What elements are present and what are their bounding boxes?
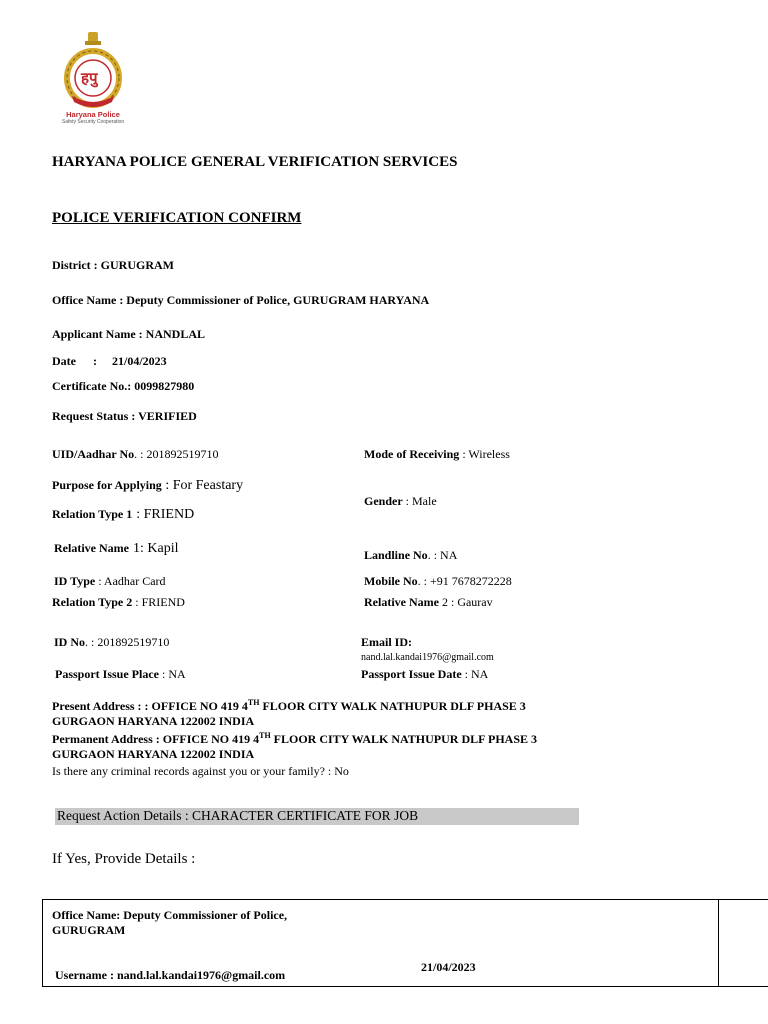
relative1-value: 1: Kapil xyxy=(132,541,179,556)
mode-value: : Wireless xyxy=(462,447,510,461)
landline-value: . : NA xyxy=(427,548,458,562)
office-value: : Deputy Commissioner of Police, GURUGRAM HARYANA xyxy=(119,293,430,307)
status-value: : VERIFIED xyxy=(131,409,197,423)
footer-office-line2: GURUGRAM xyxy=(52,923,126,937)
relation2-label: Relation Type 2 xyxy=(52,595,133,609)
haryana-police-logo xyxy=(50,30,136,132)
district-row xyxy=(52,258,174,273)
relative1-label: Relative Name xyxy=(54,541,129,555)
relative2-row xyxy=(364,595,493,610)
landline-row xyxy=(364,548,457,563)
permanent-address-rest: FLOOR CITY WALK NATHUPUR DLF PHASE 3 xyxy=(270,732,538,746)
passport-place-value: : NA xyxy=(162,667,186,681)
relation1-label: Relation Type 1 xyxy=(52,507,133,521)
mode-row xyxy=(364,447,510,462)
gender-label: Gender xyxy=(364,494,403,508)
purpose-row xyxy=(52,476,243,494)
mobile-value: . : +91 7678272228 xyxy=(417,574,512,588)
idtype-value: : Aadhar Card xyxy=(98,574,166,588)
district-value: : GURUGRAM xyxy=(93,258,174,272)
passport-date-value: : NA xyxy=(464,667,489,681)
status-row xyxy=(52,409,197,424)
idtype-row xyxy=(54,574,166,589)
date-row xyxy=(52,354,167,369)
footer-divider xyxy=(718,899,719,986)
permanent-address xyxy=(52,731,537,747)
if-yes-details: If Yes, Provide Details : xyxy=(52,851,196,867)
permanent-address-text: Permanent Address : OFFICE NO 419 4 xyxy=(52,732,260,746)
uid-row xyxy=(52,447,218,462)
relation1-row xyxy=(52,505,194,523)
criminal-record-question: Is there any criminal records against you or your family? : No xyxy=(52,764,349,778)
footer-office-line1: Office Name: Deputy Commissioner of Police, xyxy=(52,908,288,922)
relative2-label: Relative Name xyxy=(364,595,439,609)
landline-label: Landline No xyxy=(364,548,428,562)
purpose-value: : For Feastary xyxy=(161,478,244,493)
email-label: Email ID: xyxy=(361,635,412,649)
passport-date-row xyxy=(361,667,488,682)
request-action-text: Request Action Details : CHARACTER CERTIFICATE FOR JOB xyxy=(57,808,419,823)
relative1-row xyxy=(54,539,178,557)
idno-value: . : 201892519710 xyxy=(85,635,170,649)
status-label: Request Status xyxy=(52,409,129,423)
purpose-label: Purpose for Applying xyxy=(52,478,162,492)
mobile-row xyxy=(364,574,512,589)
logo-emblem-text: हपु xyxy=(81,69,98,87)
passport-date-label: Passport Issue Date xyxy=(361,667,462,681)
present-address-line2: GURGAON HARYANA 122002 INDIA xyxy=(52,714,255,728)
applicant-name: Applicant Name : NANDLAL xyxy=(52,327,205,341)
request-action-bar xyxy=(55,808,579,825)
gender-value: : Male xyxy=(405,494,437,508)
logo-tagline: Safety Security Cooperation xyxy=(61,119,125,125)
office-row xyxy=(52,293,429,308)
certificate-label: Certificate No. xyxy=(52,379,128,393)
relation2-row xyxy=(52,595,185,610)
certificate-value: : 0099827980 xyxy=(127,379,195,393)
uid-label: UID/Aadhar No xyxy=(52,447,135,461)
mode-label: Mode of Receiving xyxy=(364,447,460,461)
gender-row xyxy=(364,494,437,509)
passport-place-row xyxy=(55,667,186,682)
present-address-text: Present Address : : OFFICE NO 419 4 xyxy=(52,699,248,713)
date-separator: : xyxy=(93,354,97,368)
idno-label: ID No xyxy=(54,635,86,649)
relative2-value: 2 : Gaurav xyxy=(441,595,493,609)
office-label: Office Name xyxy=(52,293,117,307)
district-label: District xyxy=(52,258,91,272)
page-title: HARYANA POLICE GENERAL VERIFICATION SERVICES xyxy=(52,154,458,170)
relation2-value: : FRIEND xyxy=(135,595,185,609)
email-value: nand.lal.kandai1976@gmail.com xyxy=(361,652,494,663)
date-value: 21/04/2023 xyxy=(112,354,167,368)
passport-place-label: Passport Issue Place xyxy=(55,667,159,681)
uid-value: . : 201892519710 xyxy=(134,447,219,461)
present-address-sup: TH xyxy=(247,698,260,707)
date-label: Date xyxy=(52,354,76,368)
relation1-value: : FRIEND xyxy=(136,507,195,522)
footer-date: 21/04/2023 xyxy=(421,960,476,974)
idtype-label: ID Type xyxy=(54,574,96,588)
permanent-address-line2: GURGAON HARYANA 122002 INDIA xyxy=(52,747,255,761)
footer-username: Username : nand.lal.kandai1976@gmail.com xyxy=(55,968,286,982)
mobile-label: Mobile No xyxy=(364,574,418,588)
logo-caption: Haryana Police xyxy=(66,110,120,119)
certificate-row xyxy=(52,379,194,394)
idno-row xyxy=(54,635,169,650)
page-subtitle: POLICE VERIFICATION CONFIRM xyxy=(52,210,302,226)
permanent-address-sup: TH xyxy=(259,731,271,740)
present-address-rest: FLOOR CITY WALK NATHUPUR DLF PHASE 3 xyxy=(259,699,526,713)
present-address xyxy=(52,698,526,714)
